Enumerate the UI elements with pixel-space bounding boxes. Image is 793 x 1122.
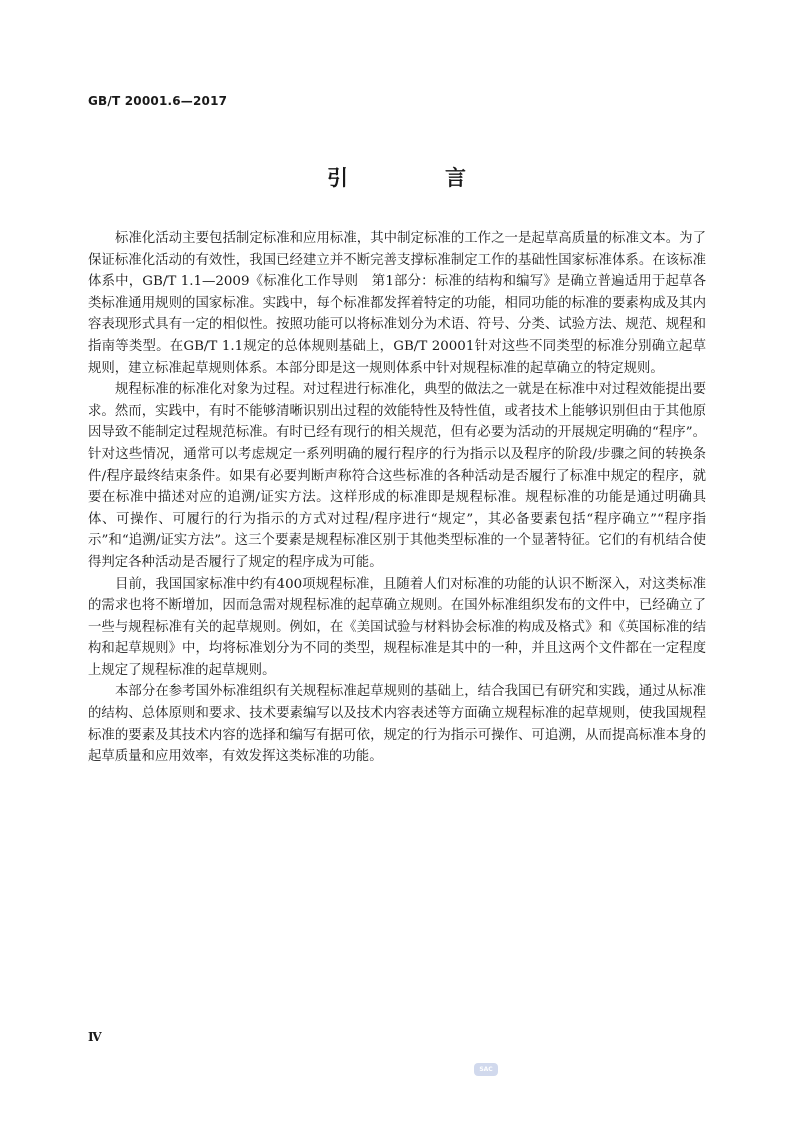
- page-number: Ⅳ: [88, 1030, 102, 1044]
- paragraph: 本部分在参考国外标准组织有关规程标准起草规则的基础上，结合我国已有研究和实践，通过从标准的结构、总体原则和要求、技术要素编写以及技术内容表述等方面确立规程标准的起草规则，使我国规程标准的要素及其技术内容的选择和编写有据可依，规定的行为指示可操作、可追溯，从而提高标准本身的起草质量和应用效率，有效发挥这类标准的功能。: [88, 684, 706, 765]
- paragraph: 标准化活动主要包括制定标准和应用标准，其中制定标准的工作之一是起草高质量的标准文本。为了保证标准化活动的有效性，我国已经建立并不断完善支撑标准制定工作的基础性国家标准体系。在该标准体系中，GB/T 1.1—2009《标准化工作导则 第1部分：标准的结构和编写》是确立普遍适用于起草各类标准通用规则的国家标准。实践中，每个标准都发挥着特定的功能，相同功能的标准的要素构成及其内容表现形式具有一定的相似性。按照功能可以将标准划分为术语、符号、分类、试验方法、规范、规程和指南等类型。在GB/T 1.1规定的总体规则基础上，GB/T 20001针对这些不同类型的标准分别确立起草规则，建立标准起草规则体系。本部分即是这一规则体系中针对规程标准的起草确立的特定规则。: [88, 231, 706, 376]
- paragraph: 规程标准的标准化对象为过程。对过程进行标准化，典型的做法之一就是在标准中对过程效能提出要求。然而，实践中，有时不能够清晰识别出过程的效能特性及特性值，或者技术上能够识别但由于其他原因导致不能制定过程规范标准。有时已经有现行的相关规范，但有必要为活动的开展规定明确的“程序”。针对这些情况，通常可以考虑规定一系列明确的履行程序的行为指示以及程序的阶段/步骤之间的转换条件/程序最终结束条件。如果有必要判断声称符合这些标准的各种活动是否履行了标准中规定的程序，就要在标准中描述对应的追溯/证实方法。这样形成的标准即是规程标准。规程标准的功能是通过明确具体、可操作、可履行的行为指示的方式对过程/程序进行“规定”，其必备要素包括“程序确立”“程序指示”和“追溯/证实方法”。这三个要素是规程标准区别于其他类型标准的一个显著特征。它们的有机结合使得判定各种活动是否履行了规定的程序成为可能。: [88, 382, 706, 570]
- body-text: [88, 228, 706, 768]
- watermark-logo: SAC: [474, 1063, 498, 1076]
- paragraph: 目前，我国国家标准中约有400项规程标准，且随着人们对标准的功能的认识不断深入，对这类标准的需求也将不断增加，因而急需对规程标准的起草确立规则。在国外标准组织发布的文件中，已经确立了一些与规程标准有关的起草规则。例如，在《美国试验与材料协会标准的构成及格式》和《英国标准的结构和起草规则》中，均将标准划分为不同的类型，规程标准是其中的一种，并且这两个文件都在一定程度上规定了规程标准的起草规则。: [88, 576, 706, 678]
- page-title: 引 言: [327, 166, 504, 190]
- standard-code: GB/T 20001.6—2017: [88, 94, 228, 108]
